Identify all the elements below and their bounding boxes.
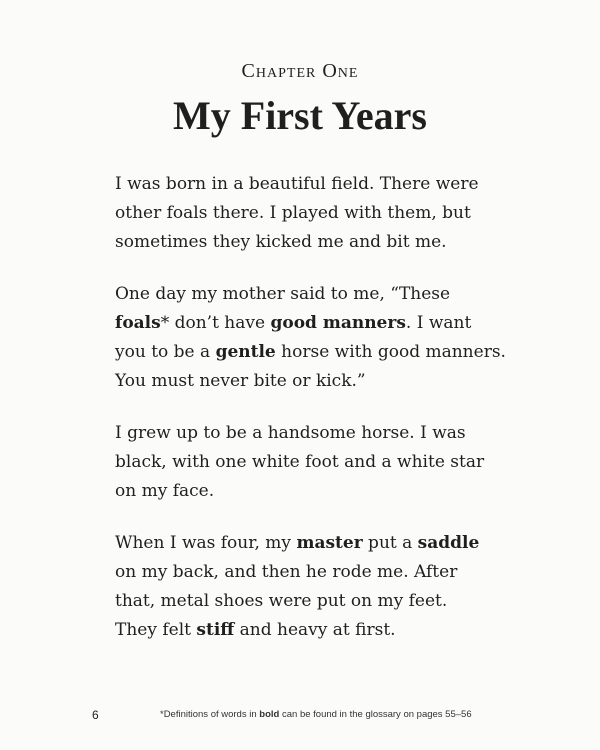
text-line [115,587,515,616]
text-line [115,280,515,309]
text-run: I grew up to be a handsome horse. I was [115,423,466,443]
text-line [115,558,515,587]
text-run: I was born in a beautiful field. There were [115,174,479,194]
text-line [115,367,515,396]
text-run: * don’t have [160,313,271,333]
text-line [115,419,515,448]
text-run: and heavy at first. [234,620,396,640]
glossary-word: good manners [270,313,406,333]
glossary-word: saddle [417,533,480,553]
text-run: You must never bite or kick.” [115,371,366,391]
paragraph [115,170,515,257]
text-line [115,529,515,558]
text-run: you to be a [115,342,216,362]
text-run: other foals there. I played with them, but [115,203,471,223]
text-run: on my face. [115,481,215,501]
story-text [115,170,515,668]
glossary-word: master [296,533,363,553]
paragraph [115,529,515,645]
text-line [115,448,515,477]
paragraph [115,419,515,506]
chapter-label: Chapter One [241,60,359,82]
text-line [115,338,515,367]
text-line [115,199,515,228]
glossary-word: stiff [196,620,235,640]
text-line [115,170,515,199]
paragraph [115,280,515,396]
chapter-title: My First Years [173,93,427,138]
text-run: . I want [405,313,472,333]
text-line [115,477,515,506]
text-run: that, metal shoes were put on my feet. [115,591,448,611]
footnote-text-after: can be found in the glossary on pages 55–56 [279,709,472,720]
glossary-word: foals [115,313,161,333]
text-line [115,309,515,338]
text-run: put a [362,533,418,553]
footnote-text-before: *Definitions of words in [160,709,260,720]
text-run: horse with good manners. [275,342,506,362]
text-run: black, with one white foot and a white star [115,452,485,472]
glossary-word: gentle [215,342,276,362]
text-run: sometimes they kicked me and bit me. [115,232,447,252]
page-number: 6 [92,708,99,722]
text-run: One day my mother said to me, “These [115,284,451,304]
footnote-bold-word: bold [259,709,280,720]
text-run: When I was four, my [115,533,297,553]
text-run: They felt [115,620,197,640]
text-line [115,616,515,645]
footnote [160,709,520,720]
text-line [115,228,515,257]
text-run: on my back, and then he rode me. After [115,562,458,582]
